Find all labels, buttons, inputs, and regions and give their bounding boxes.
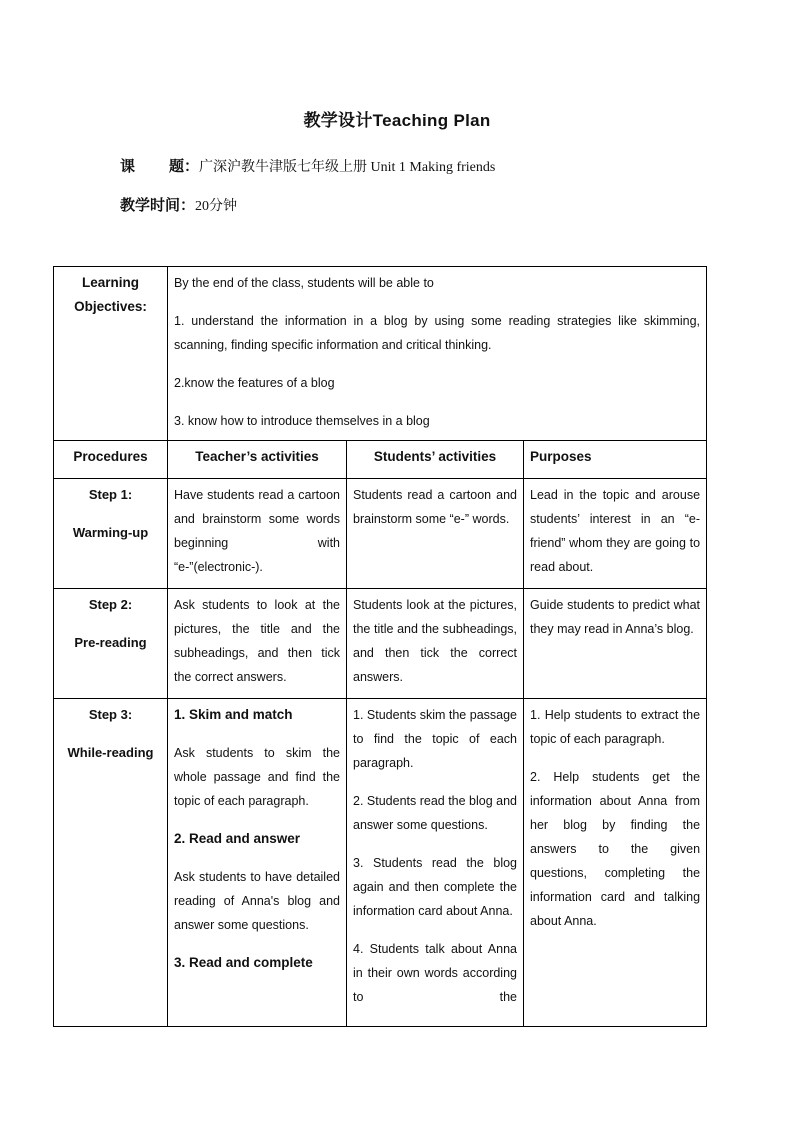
teacher-subheading: 1. Skim and match <box>174 707 293 722</box>
time-value: 20分钟 <box>195 199 238 214</box>
header-students: Students’ activities <box>347 441 524 479</box>
student-text: 3. Students read the blog again and then complete the information card about Anna. <box>353 856 517 918</box>
step-name: Pre-reading <box>74 635 147 650</box>
purpose <box>524 699 707 1027</box>
teacher-activity <box>168 479 347 589</box>
step-row <box>54 699 707 1027</box>
purpose-text: Lead in the topic and arouse students’ interest in an “e-friend” whom they are going to read about. <box>530 488 701 574</box>
objectives-label: Learning Objectives: <box>54 267 168 441</box>
objective-item: 1. understand the information in a blog by using some reading strategies like skimming, scanning, finding specific information and critical thinking. <box>174 314 701 352</box>
header-procedures: Procedures <box>54 441 168 479</box>
teacher-subheading: 3. Read and complete <box>174 955 313 970</box>
teacher-text: Ask students to look at the pictures, the title and the subheadings, and then tick the correct answers. <box>174 598 340 684</box>
time-line <box>120 194 237 215</box>
step-cell <box>54 589 168 699</box>
student-activity <box>347 589 524 699</box>
teacher-subheading: 2. Read and answer <box>174 831 301 846</box>
student-activity <box>347 479 524 589</box>
teacher-text: Have students read a cartoon and brainstorm some words beginning with “e-”(electronic-). <box>174 488 340 574</box>
topic-line <box>120 155 495 176</box>
step-name: Warming-up <box>72 525 149 540</box>
purpose <box>524 479 707 589</box>
teacher-activity <box>168 589 347 699</box>
topic-label-2: 题： <box>169 158 200 175</box>
step-number: Step 1: <box>88 487 133 502</box>
student-text: Students read a cartoon and brainstorm some “e-” words. <box>353 488 517 526</box>
topic-value: 广深沪教牛津版七年级上册 Unit 1 Making friends <box>199 160 496 175</box>
topic-label: 课 <box>120 158 136 175</box>
page-title: 教学设计Teaching Plan <box>303 111 491 130</box>
objectives-row <box>54 267 707 441</box>
objective-item: 2.know the features of a blog <box>174 376 335 390</box>
step-number: Step 3: <box>88 707 133 722</box>
purpose-text: 1. Help students to extract the topic of each paragraph. <box>530 708 701 746</box>
teacher-text: Ask students to skim the whole passage and find the topic of each paragraph. <box>174 746 340 808</box>
teaching-plan-table <box>53 266 707 1027</box>
teacher-text: Ask students to have detailed reading of Anna's blog and answer some questions. <box>174 870 340 932</box>
student-text: Students look at the pictures, the title and the subheadings, and then tick the correct answers. <box>353 598 517 684</box>
step-row <box>54 589 707 699</box>
objective-item: 3. know how to introduce themselves in a blog <box>174 414 430 428</box>
student-activity <box>347 699 524 1027</box>
time-label: 教学时间： <box>120 197 196 214</box>
step-name: While-reading <box>67 745 154 760</box>
step-cell <box>54 699 168 1027</box>
header-teacher: Teacher’s activities <box>168 441 347 479</box>
purpose <box>524 589 707 699</box>
step-number: Step 2: <box>88 597 133 612</box>
step-cell <box>54 479 168 589</box>
header-purposes: Purposes <box>524 441 707 479</box>
objectives-content <box>168 267 707 441</box>
student-text: 1. Students skim the passage to find the topic of each paragraph. <box>353 708 517 770</box>
purpose-text: 2. Help students get the information about Anna from her blog by finding the answers to the given questions, completing the information card and talking about Anna. <box>530 770 701 928</box>
purpose-text: Guide students to predict what they may read in Anna’s blog. <box>530 598 701 636</box>
objectives-intro: By the end of the class, students will be able to <box>174 276 434 290</box>
step-row <box>54 479 707 589</box>
student-text: 2. Students read the blog and answer some questions. <box>353 794 517 832</box>
header-row <box>54 441 707 479</box>
student-text: 4. Students talk about Anna in their own words according to the <box>353 942 517 1004</box>
teacher-activity <box>168 699 347 1027</box>
